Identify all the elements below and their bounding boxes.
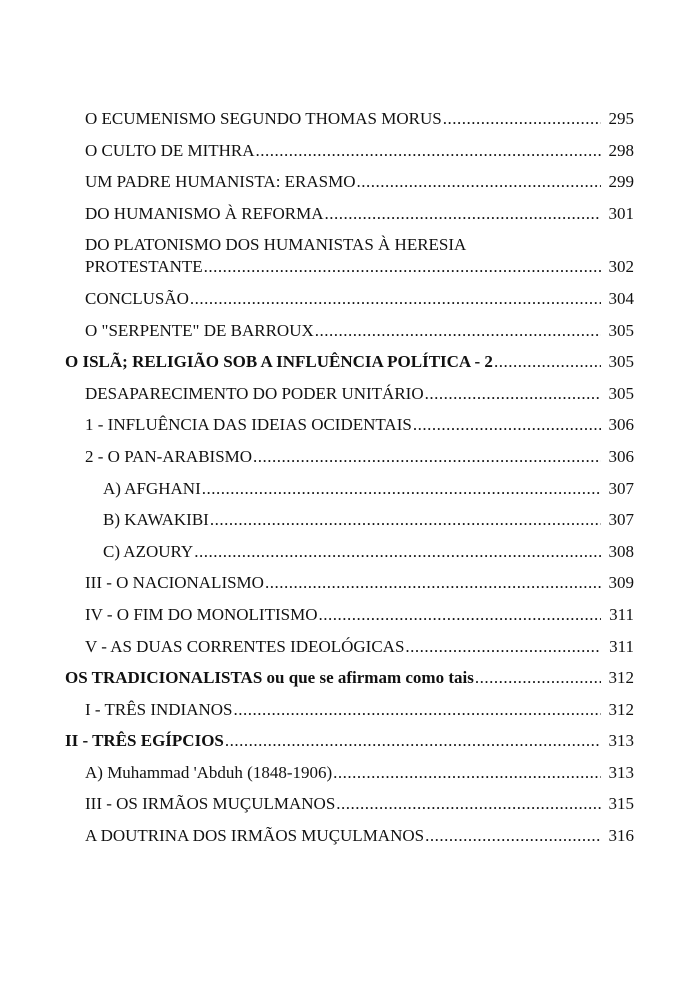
toc-entry xyxy=(85,825,697,847)
toc-entry xyxy=(85,699,697,721)
toc-entry xyxy=(85,288,697,310)
dot-leader xyxy=(194,541,601,563)
toc-page-number: 306 xyxy=(603,446,634,468)
dot-leader xyxy=(225,730,601,752)
toc-entry-title: OS TRADICIONALISTAS ou que se afirmam como tais xyxy=(65,668,474,688)
toc-entry-title: C) AZOURY xyxy=(103,541,194,561)
toc-entry xyxy=(85,414,697,436)
toc-page-number: 295 xyxy=(603,108,634,130)
dot-leader xyxy=(405,636,601,658)
dot-leader xyxy=(494,351,601,373)
dot-leader xyxy=(443,108,601,130)
toc-entry xyxy=(85,203,697,225)
toc-entry-title: O ISLÃ; RELIGIÃO SOB A INFLUÊNCIA POLÍTICA - 2 xyxy=(65,352,493,372)
toc-page-number: 301 xyxy=(603,203,634,225)
toc-entry xyxy=(85,446,697,468)
toc-entry xyxy=(85,604,697,626)
dot-leader xyxy=(325,203,602,225)
dot-leader xyxy=(265,572,601,594)
dot-leader xyxy=(425,825,601,847)
toc-entry-title: V - AS DUAS CORRENTES IDEOLÓGICAS xyxy=(85,636,405,656)
toc-page-number: 308 xyxy=(603,541,634,563)
dot-leader xyxy=(202,478,601,500)
toc-entry xyxy=(85,636,697,658)
toc-entry xyxy=(85,572,697,594)
toc-entry-title: O ECUMENISMO SEGUNDO THOMAS MORUS xyxy=(85,109,442,128)
dot-leader xyxy=(475,667,601,689)
toc-entry-title: DESAPARECIMENTO DO PODER UNITÁRIO xyxy=(85,383,424,403)
dot-leader xyxy=(234,699,602,721)
toc-entry-title: III - OS IRMÃOS MUÇULMANOS xyxy=(85,794,336,814)
toc-entry-title: A DOUTRINA DOS IRMÃOS MUÇULMANOS xyxy=(85,826,425,846)
toc-page-number: 307 xyxy=(603,509,634,531)
toc-page-number: 305 xyxy=(603,351,634,373)
dot-leader xyxy=(413,414,601,436)
toc-entry xyxy=(85,171,697,193)
toc-page-number: 311 xyxy=(603,604,634,626)
toc-entry xyxy=(85,320,697,342)
dot-leader xyxy=(253,446,601,468)
toc-page-number: 309 xyxy=(603,572,634,594)
toc-page-number: 312 xyxy=(603,699,634,721)
toc-entry-title: II - TRÊS EGÍPCIOS xyxy=(65,731,224,751)
toc-page-number: 312 xyxy=(603,667,634,689)
toc-page-number: 304 xyxy=(603,288,634,310)
dot-leader xyxy=(256,140,601,162)
toc-entry xyxy=(65,730,697,752)
toc-entry xyxy=(85,108,697,130)
dot-leader xyxy=(357,171,601,193)
toc-entry xyxy=(103,509,697,531)
toc-entry-title: A) Muhammad 'Abduh (1848-1906) xyxy=(85,762,333,782)
toc-entry xyxy=(85,762,697,784)
toc-page-number: 298 xyxy=(603,140,634,162)
toc-entry-title: A) AFGHANI xyxy=(103,478,201,498)
dot-leader xyxy=(204,256,601,278)
dot-leader xyxy=(336,793,601,815)
toc-entry-title: 1 - INFLUÊNCIA DAS IDEIAS OCIDENTAIS xyxy=(85,415,412,435)
toc-entry-title: B) KAWAKIBI xyxy=(103,510,209,530)
dot-leader xyxy=(425,383,601,405)
toc-entry-title: 2 - O PAN-ARABISMO xyxy=(85,446,253,466)
toc-entry xyxy=(103,478,697,500)
toc-entry xyxy=(65,351,697,373)
toc-page-number: 305 xyxy=(603,383,634,405)
toc-page-number: 307 xyxy=(603,478,634,500)
toc-page-number: 306 xyxy=(603,414,634,436)
toc-page-number: 315 xyxy=(603,793,634,815)
toc-entry-title: PROTESTANTE xyxy=(85,257,203,277)
toc-entry xyxy=(85,140,697,162)
toc-entry-title: CONCLUSÃO xyxy=(85,288,189,308)
dot-leader xyxy=(333,762,601,784)
dot-leader xyxy=(210,509,601,531)
toc-entry-title: O "SERPENTE" DE BARROUX xyxy=(85,320,314,340)
dot-leader xyxy=(315,320,601,342)
toc-page-number: 313 xyxy=(603,730,634,752)
toc-entry xyxy=(65,667,697,689)
table-of-contents xyxy=(0,108,697,857)
dot-leader xyxy=(190,288,601,310)
toc-entry-title: UM PADRE HUMANISTA: ERASMO xyxy=(85,172,356,192)
toc-entry-title-line: DO PLATONISMO DOS HUMANISTAS À HERESIA xyxy=(85,235,467,255)
toc-page-number: 299 xyxy=(603,171,634,193)
toc-page-number: 313 xyxy=(603,762,634,784)
toc-entry-title: I - TRÊS INDIANOS xyxy=(85,699,233,719)
toc-page-number: 311 xyxy=(603,636,634,658)
toc-page-number: 316 xyxy=(603,825,634,847)
toc-entry-title: O CULTO DE MITHRA xyxy=(85,140,255,160)
toc-entry xyxy=(85,793,697,815)
toc-entry-title: III - O NACIONALISMO xyxy=(85,573,264,593)
toc-page-number: 302 xyxy=(603,256,634,278)
toc-entry-title: DO HUMANISMO À REFORMA xyxy=(85,203,324,223)
toc-page-number: 305 xyxy=(603,320,634,342)
toc-entry xyxy=(85,234,697,278)
toc-entry xyxy=(103,541,697,563)
toc-entry-title: IV - O FIM DO MONOLITISMO xyxy=(85,604,318,624)
toc-entry xyxy=(85,383,697,405)
dot-leader xyxy=(319,604,602,626)
